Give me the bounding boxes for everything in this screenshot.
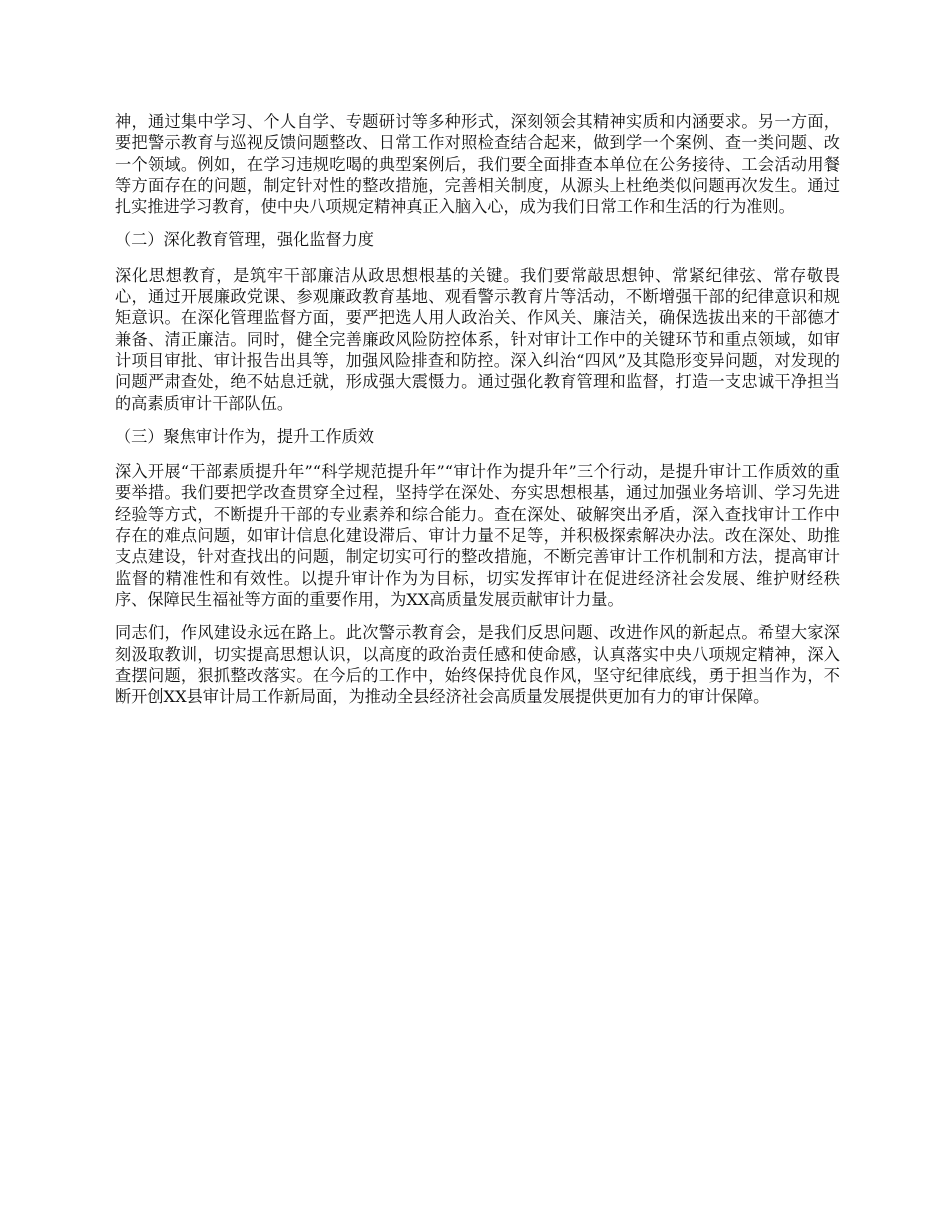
body-paragraph: 深入开展“干部素质提升年”“科学规范提升年”“审计作为提升年”三个行动，是提升审计工作质效的重要举措。我们要把学改查贯穿全过程，坚持学在深处、夯实思想根基，通过加强业务培训、学习先进经验等方式，不断提升干部的专业素养和综合能力。查在深处、破解突出矛盾，深入查找审计工作中存在的难点问题，如审计信息化建设滞后、审计力量不足等，并积极探索解决办法。改在深处、助推支点建设，针对查找出的问题，制定切实可行的整改措施，不断完善审计工作机制和方法，提高审计监督的精准性和有效性。以提升审计作为为目标，切实发挥审计在促进经济社会发展、维护财经秩序、保障民生福祉等方面的重要作用，为XX高质量发展贡献审计力量。 (115, 462, 840, 609)
section-heading: （三）聚焦审计作为，提升工作质效 (115, 426, 374, 446)
section-heading: （二）深化教育管理，强化监督力度 (115, 230, 374, 250)
body-paragraph: 深化思想教育，是筑牢干部廉洁从政思想根基的关键。我们要常敲思想钟、常紧纪律弦、常存敬畏心，通过开展廉政党课、参观廉政教育基地、观看警示教育片等活动，不断增强干部的纪律意识和规矩意识。在深化管理监督方面，要严把选人用人政治关、作风关、廉洁关，确保选拔出来的干部德才兼备、清正廉洁。同时，健全完善廉政风险防控体系，针对审计工作中的关键环节和重点领域，如审计项目审批、审计报告出具等，加强风险排查和防控。深入纠治“四风”及其隐形变异问题，对发现的问题严肃查处，绝不姑息迁就，形成强大震慑力。通过强化教育管理和监督，打造一支忠诚干净担当的高素质审计干部队伍。 (115, 265, 840, 413)
body-paragraph: 神，通过集中学习、个人自学、专题研讨等多种形式，深刻领会其精神实质和内涵要求。另一方面，要把警示教育与巡视反馈问题整改、日常工作对照检查结合起来，做到学一个案例、查一类问题、改一个领域。例如，在学习违规吃喝的典型案例后，我们要全面排查本单位在公务接待、工会活动用餐等方面存在的问题，制定针对性的整改措施，完善相关制度，从源头上杜绝类似问题再次发生。通过扎实推进学习教育，使中央八项规定精神真正入脑入心，成为我们日常工作和生活的行为准则。 (115, 112, 840, 217)
document-page (115, 111, 840, 719)
body-paragraph: 同志们，作风建设永远在路上。此次警示教育会，是我们反思问题、改进作风的新起点。希望大家深刻汲取教训，切实提高思想认识，以高度的政治责任感和使命感，认真落实中央八项规定精神，深入查摆问题，狠抓整改落实。在今后的工作中，始终保持优良作风，坚守纪律底线，勇于担当作为，不断开创XX县审计局工作新局面，为推动全县经济社会高质量发展提供更加有力的审计保障。 (115, 623, 840, 707)
